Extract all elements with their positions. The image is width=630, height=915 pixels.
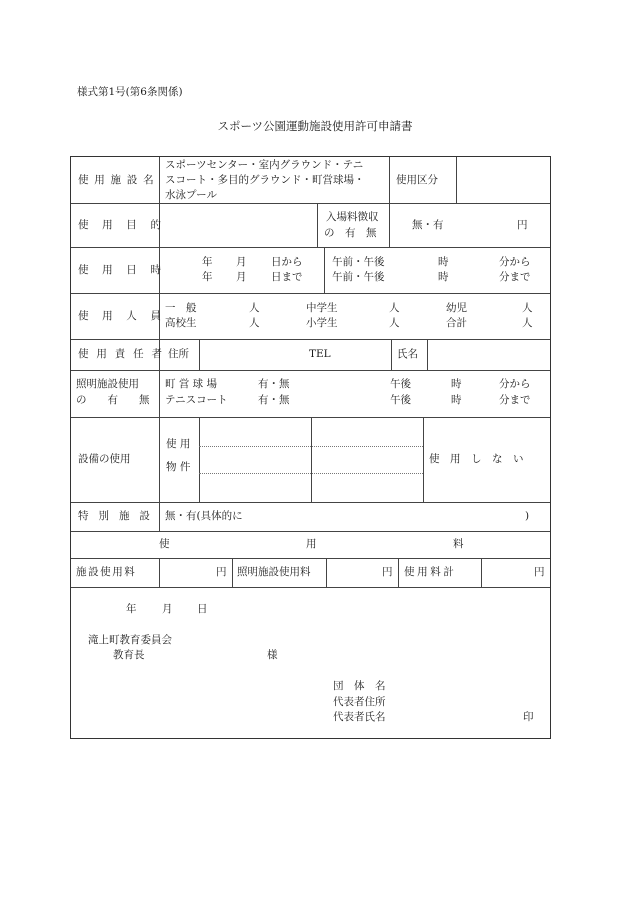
cell-divider bbox=[423, 417, 424, 502]
honorific-label: 様 bbox=[267, 649, 278, 661]
facility-option-line: スコート・多目的グラウンド・町営球場・ bbox=[165, 174, 365, 186]
fees-header-char: 用 bbox=[306, 538, 317, 550]
hour-label: 時 bbox=[451, 394, 462, 406]
special-facility-value: 無・有(具体的に bbox=[165, 510, 243, 522]
high-school-label: 高校生 bbox=[165, 317, 197, 329]
cell-divider bbox=[456, 157, 457, 203]
month-label: 月 bbox=[236, 271, 247, 283]
superintendent-label: 教育長 bbox=[113, 649, 145, 661]
cell-divider bbox=[326, 558, 327, 587]
facility-label: 使用施設名 bbox=[78, 174, 160, 186]
cell-divider bbox=[199, 339, 200, 370]
tel-label: TEL bbox=[309, 348, 331, 360]
year-label: 年 bbox=[202, 271, 213, 283]
cell-divider bbox=[324, 247, 325, 293]
month-label: 月 bbox=[236, 256, 247, 268]
name-label: 氏名 bbox=[397, 348, 418, 360]
address-label: 住所 bbox=[168, 348, 189, 360]
form-number: 様式第1号(第6条関係) bbox=[77, 86, 183, 98]
person-unit: 人 bbox=[522, 302, 533, 314]
row-divider bbox=[71, 587, 550, 588]
datetime-label: 使用日時 bbox=[78, 264, 175, 276]
row-divider bbox=[71, 203, 550, 204]
item-label: 物 件 bbox=[166, 461, 191, 473]
row-divider bbox=[71, 247, 550, 248]
cell-divider bbox=[317, 203, 318, 247]
cell-divider bbox=[481, 558, 482, 587]
cell-divider bbox=[311, 417, 312, 502]
minute-until-label: 分まで bbox=[499, 271, 531, 283]
admission-fee-label: 入場料徴収 bbox=[326, 211, 379, 223]
lighting-label: の 有 無 bbox=[76, 394, 150, 406]
minute-from-label: 分から bbox=[499, 256, 531, 268]
yen-label: 円 bbox=[534, 566, 545, 578]
usage-category-label: 使用区分 bbox=[396, 174, 438, 186]
admission-fee-value: 無・有 bbox=[412, 219, 444, 231]
closing-paren: ) bbox=[525, 510, 530, 522]
total-fee-label: 使用料計 bbox=[404, 566, 457, 578]
fees-header-char: 料 bbox=[453, 538, 464, 550]
seal-label: 印 bbox=[523, 711, 534, 723]
elementary-label: 小学生 bbox=[306, 317, 338, 329]
row-divider bbox=[71, 558, 550, 559]
tennis-court-label: テニスコート bbox=[165, 394, 228, 406]
cell-divider bbox=[389, 157, 390, 203]
board-of-education: 滝上町教育委員会 bbox=[88, 634, 172, 646]
dotted-line bbox=[199, 446, 423, 447]
person-unit: 人 bbox=[389, 302, 400, 314]
year-label: 年 bbox=[202, 256, 213, 268]
am-pm-label: 午前・午後 bbox=[332, 271, 385, 283]
dotted-line bbox=[199, 473, 423, 474]
total-label: 合計 bbox=[446, 317, 467, 329]
minute-from-label: 分から bbox=[499, 378, 531, 390]
row-divider bbox=[71, 293, 550, 294]
row-divider bbox=[71, 370, 550, 371]
equipment-label: 設備の使用 bbox=[78, 453, 131, 465]
person-unit: 人 bbox=[522, 317, 533, 329]
hour-label: 時 bbox=[438, 256, 449, 268]
yen-label: 円 bbox=[517, 219, 528, 231]
pm-label: 午後 bbox=[390, 378, 411, 390]
am-pm-label: 午前・午後 bbox=[332, 256, 385, 268]
label-column-divider bbox=[159, 157, 160, 531]
junior-high-label: 中学生 bbox=[306, 302, 338, 314]
day-until-label: 日まで bbox=[271, 271, 303, 283]
day-from-label: 日から bbox=[271, 256, 303, 268]
application-form-table bbox=[70, 156, 551, 739]
lighting-label: 照明施設使用 bbox=[76, 378, 139, 390]
facility-fee-label: 施設使用料 bbox=[76, 566, 137, 578]
label-column-divider bbox=[159, 558, 160, 587]
preschool-label: 幼児 bbox=[446, 302, 467, 314]
person-unit: 人 bbox=[249, 317, 260, 329]
fees-header-char: 使 bbox=[159, 538, 170, 550]
admission-fee-label: の 有 無 bbox=[324, 227, 377, 239]
group-name-label: 団 体 名 bbox=[333, 680, 386, 692]
not-use-label: 使 用 し な い bbox=[429, 453, 524, 465]
row-divider bbox=[71, 502, 550, 503]
yes-no-label: 有・無 bbox=[258, 378, 290, 390]
facility-option-line: スポーツセンター・室内グラウンド・テニ bbox=[165, 159, 364, 171]
hour-label: 時 bbox=[451, 378, 462, 390]
baseball-field-label: 町 営 球 場 bbox=[165, 378, 218, 390]
person-unit: 人 bbox=[389, 317, 400, 329]
hour-label: 時 bbox=[438, 271, 449, 283]
yen-label: 円 bbox=[216, 566, 227, 578]
cell-divider bbox=[199, 417, 200, 502]
cell-divider bbox=[398, 558, 399, 587]
use-label: 使 用 bbox=[166, 438, 191, 450]
purpose-label: 使用目的 bbox=[78, 219, 175, 231]
responsible-label: 使用責任者 bbox=[78, 348, 170, 360]
pm-label: 午後 bbox=[390, 394, 411, 406]
row-divider bbox=[71, 531, 550, 532]
general-label: 一 般 bbox=[165, 302, 197, 314]
rep-address-label: 代表者住所 bbox=[333, 696, 386, 708]
rep-name-label: 代表者氏名 bbox=[333, 711, 386, 723]
yes-no-label: 有・無 bbox=[258, 394, 290, 406]
lighting-fee-label: 照明施設使用料 bbox=[237, 566, 311, 578]
cell-divider bbox=[232, 558, 233, 587]
month-label: 月 bbox=[162, 603, 173, 615]
form-title: スポーツ公園運動施設使用許可申請書 bbox=[217, 119, 413, 133]
people-label: 使用人員 bbox=[78, 310, 175, 322]
year-label: 年 bbox=[126, 603, 137, 615]
person-unit: 人 bbox=[249, 302, 260, 314]
yen-label: 円 bbox=[382, 566, 393, 578]
cell-divider bbox=[427, 339, 428, 370]
minute-until-label: 分まで bbox=[499, 394, 531, 406]
row-divider bbox=[71, 339, 550, 340]
cell-divider bbox=[389, 203, 390, 247]
day-label: 日 bbox=[197, 603, 208, 615]
facility-option-line: 水泳プール bbox=[165, 189, 217, 201]
cell-divider bbox=[391, 339, 392, 370]
special-facility-label: 特別施設 bbox=[78, 510, 160, 522]
